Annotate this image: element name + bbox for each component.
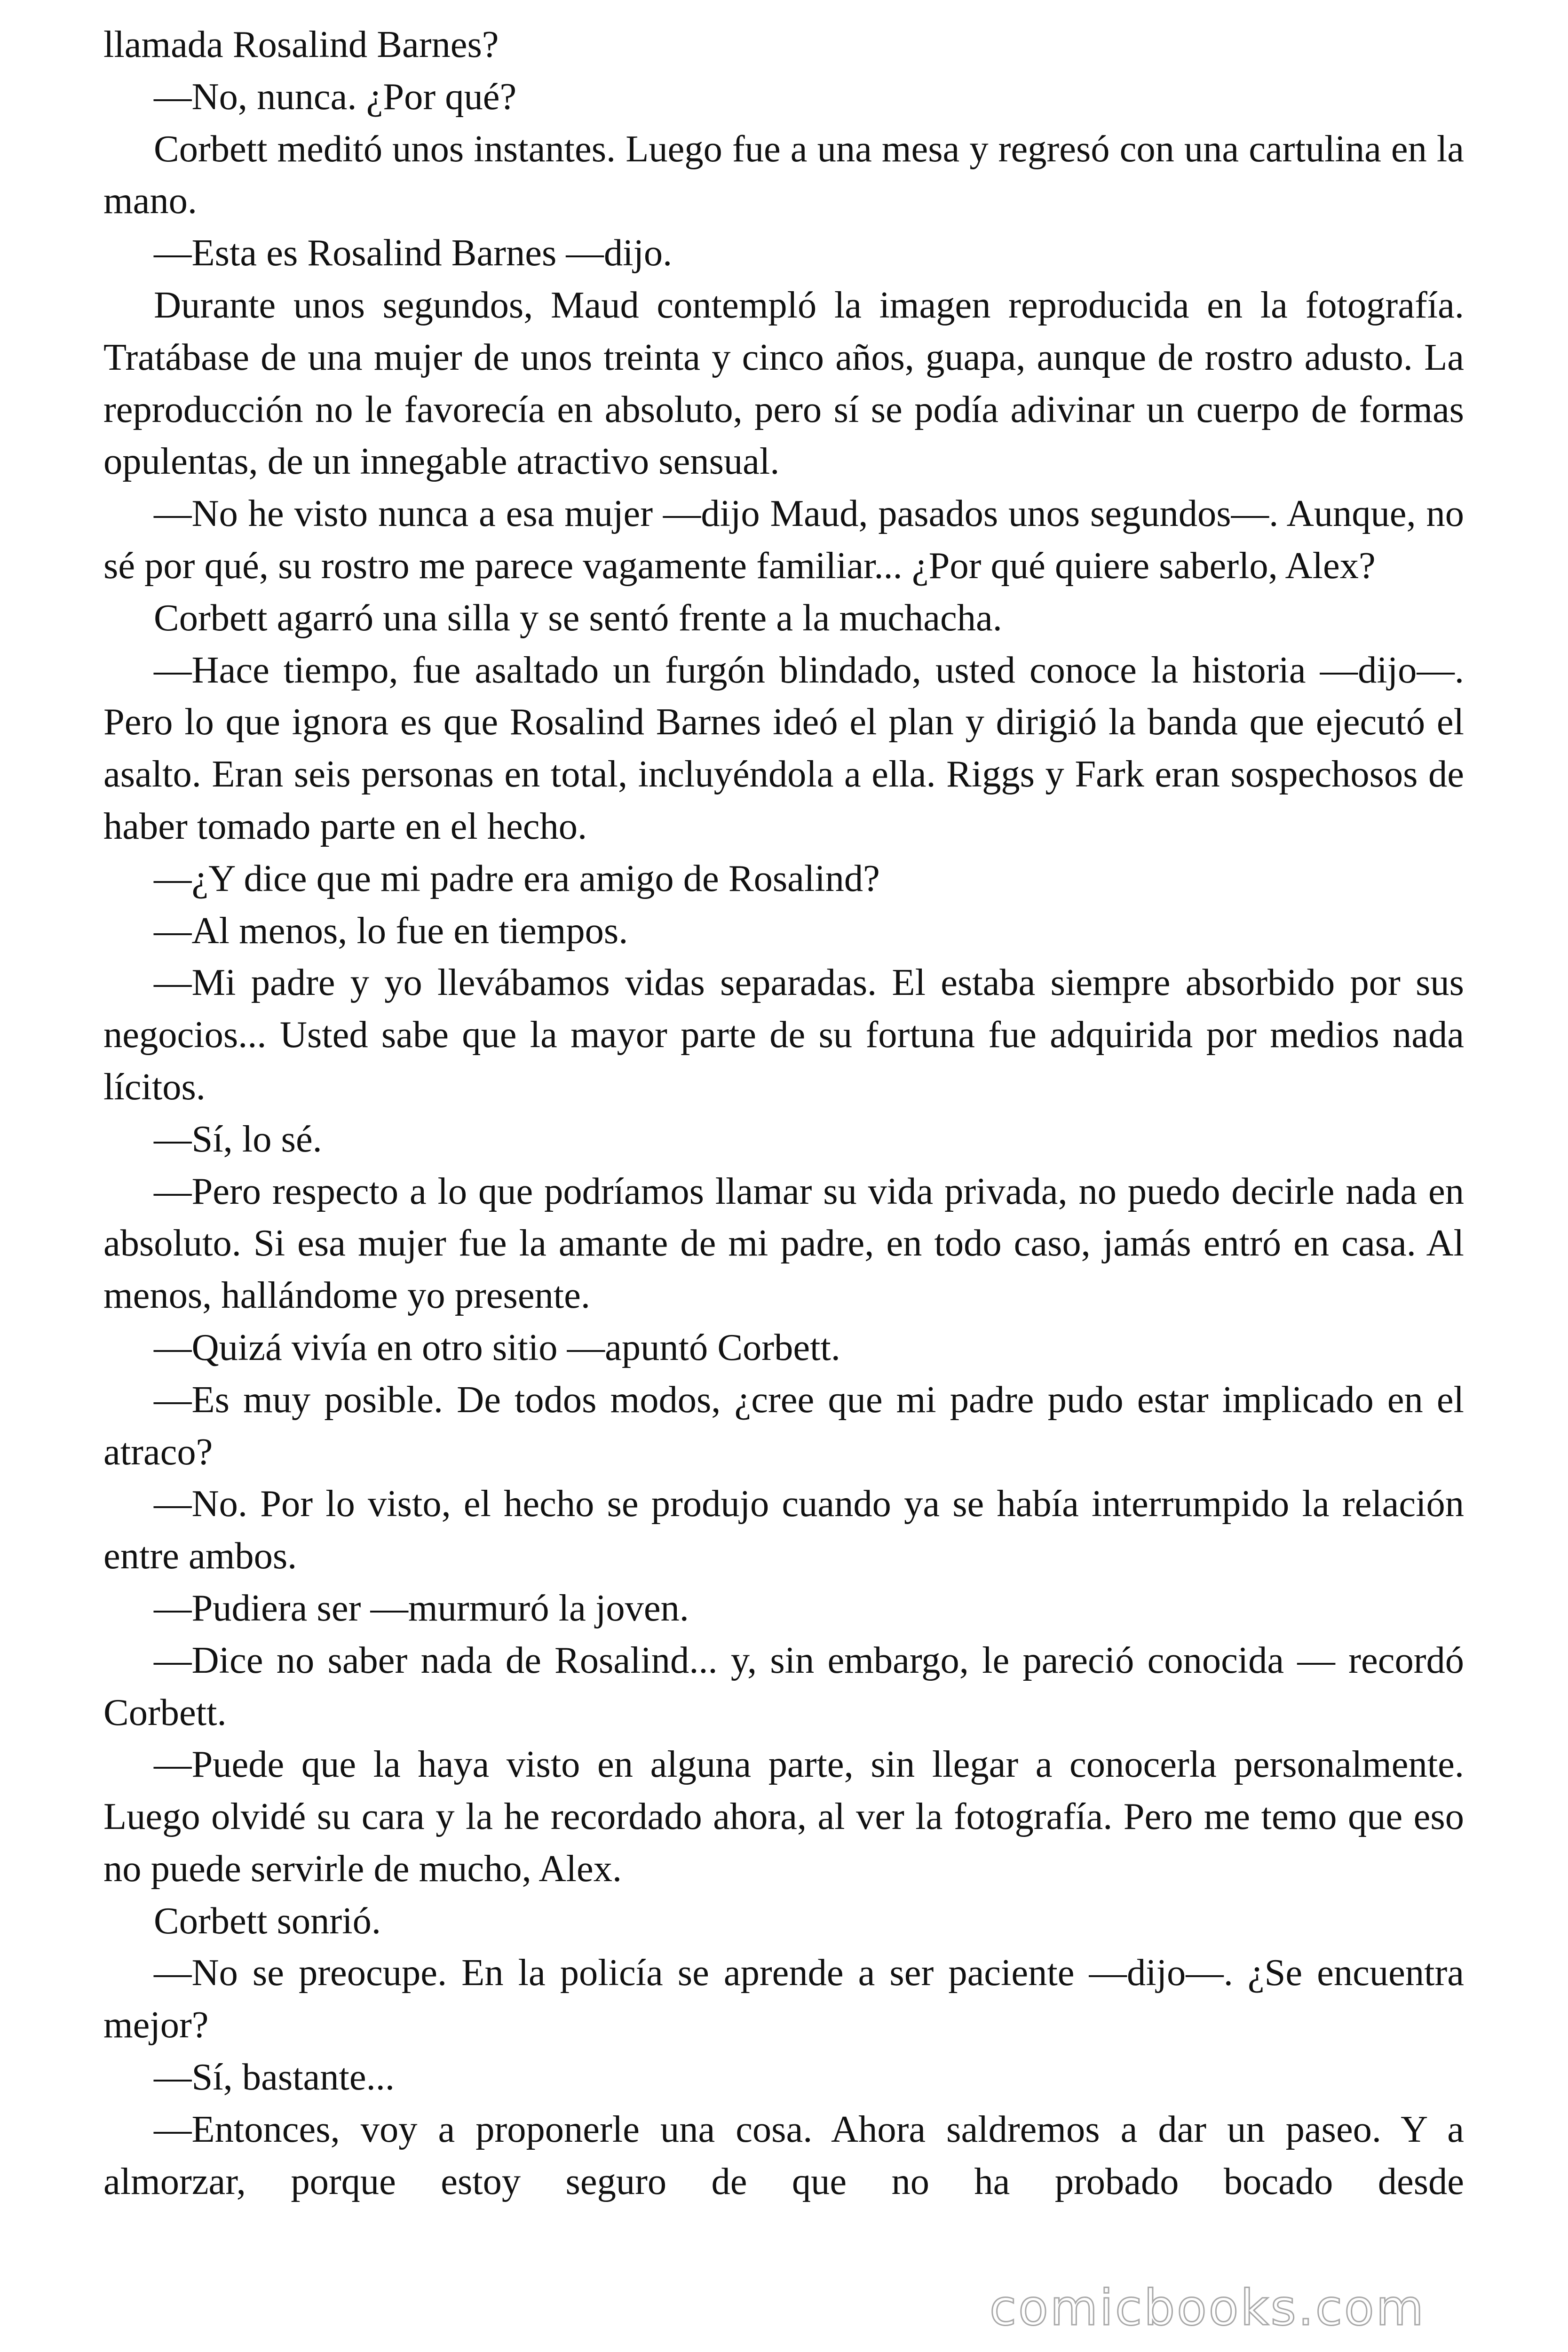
paragraph: —¿Y dice que mi padre era amigo de Rosalind? (154, 857, 880, 899)
paragraph: Corbett sonrió. (154, 1899, 381, 1942)
paragraph: Corbett meditó unos instantes. Luego fue a una mesa y regresó con una cartulina en la mano. (103, 127, 1464, 222)
page-text (103, 19, 1464, 2208)
paragraph: —Sí, lo sé. (154, 1118, 322, 1160)
paragraph: —Dice no saber nada de Rosalind... y, sin embargo, le pareció conocida — recordó Corbett. (103, 1639, 1464, 1733)
paragraph: Corbett agarró una silla y se sentó frente a la muchacha. (154, 596, 1002, 639)
paragraph: Durante unos segundos, Maud contempló la imagen reproducida en la fotografía. Tratábase de una mujer de unos treinta y cinco años, guapa, aunque de rostro adusto. La reproducción no le favorecía en absoluto, pero sí se podía adivinar un cuerpo de formas opulentas, de un innegable atractivo sensual. (103, 284, 1464, 483)
paragraph: —Mi padre y yo llevábamos vidas separadas. El estaba siempre absorbido por sus negocios... Usted sabe que la mayor parte de su fortuna fue adquirida por medios nada lícitos. (103, 961, 1464, 1108)
paragraph: —Sí, bastante... (154, 2056, 395, 2098)
paragraph: —No se preocupe. En la policía se aprende a ser paciente —dijo—. ¿Se encuentra mejor? (103, 1952, 1464, 2046)
book-page (103, 0, 1464, 2352)
paragraph: —No he visto nunca a esa mujer —dijo Maud, pasados unos segundos—. Aunque, no sé por qué, su rostro me parece vagamente familiar... ¿Por qué quiere saberlo, Alex? (103, 493, 1464, 587)
paragraph: —Quizá vivía en otro sitio —apuntó Corbett. (154, 1326, 840, 1368)
paragraph: —Pudiera ser —murmuró la joven. (154, 1587, 689, 1629)
paragraph: —Puede que la haya visto en alguna parte, sin llegar a conocerla personalmente. Luego olvidé su cara y la he recordado ahora, al ver la fotografía. Pero me temo que eso no puede servirle de mucho, Alex. (103, 1743, 1464, 1890)
paragraph: —Es muy posible. De todos modos, ¿cree que mi padre pudo estar implicado en el atraco? (103, 1378, 1464, 1473)
paragraph: —Al menos, lo fue en tiempos. (154, 909, 628, 952)
paragraph: —No. Por lo visto, el hecho se produjo cuando ya se había interrumpido la relación entre ambos. (103, 1483, 1464, 1577)
paragraph: —Entonces, voy a proponerle una cosa. Ahora saldremos a dar un paseo. Y a almorzar, porque estoy seguro de que no ha probado bocado desde (103, 2108, 1464, 2202)
paragraph: —No, nunca. ¿Por qué? (154, 75, 517, 118)
paragraph: —Pero respecto a lo que podríamos llamar su vida privada, no puedo decirle nada en absoluto. Si esa mujer fue la amante de mi padre, en todo caso, jamás entró en casa. Al menos, hallándome yo presente. (103, 1170, 1464, 1317)
watermark: comicbooks.com (989, 2279, 1425, 2336)
paragraph: —Hace tiempo, fue asaltado un furgón blindado, usted conoce la historia —dijo—. Pero lo que ignora es que Rosalind Barnes ideó el plan y dirigió la banda que ejecutó el asalto. Eran seis personas en total, incluyéndola a ella. Riggs y Fark eran sospechosos de haber tomado parte en el hecho. (103, 649, 1464, 847)
paragraph: —Esta es Rosalind Barnes —dijo. (154, 232, 673, 274)
paragraph: llamada Rosalind Barnes? (103, 24, 499, 65)
